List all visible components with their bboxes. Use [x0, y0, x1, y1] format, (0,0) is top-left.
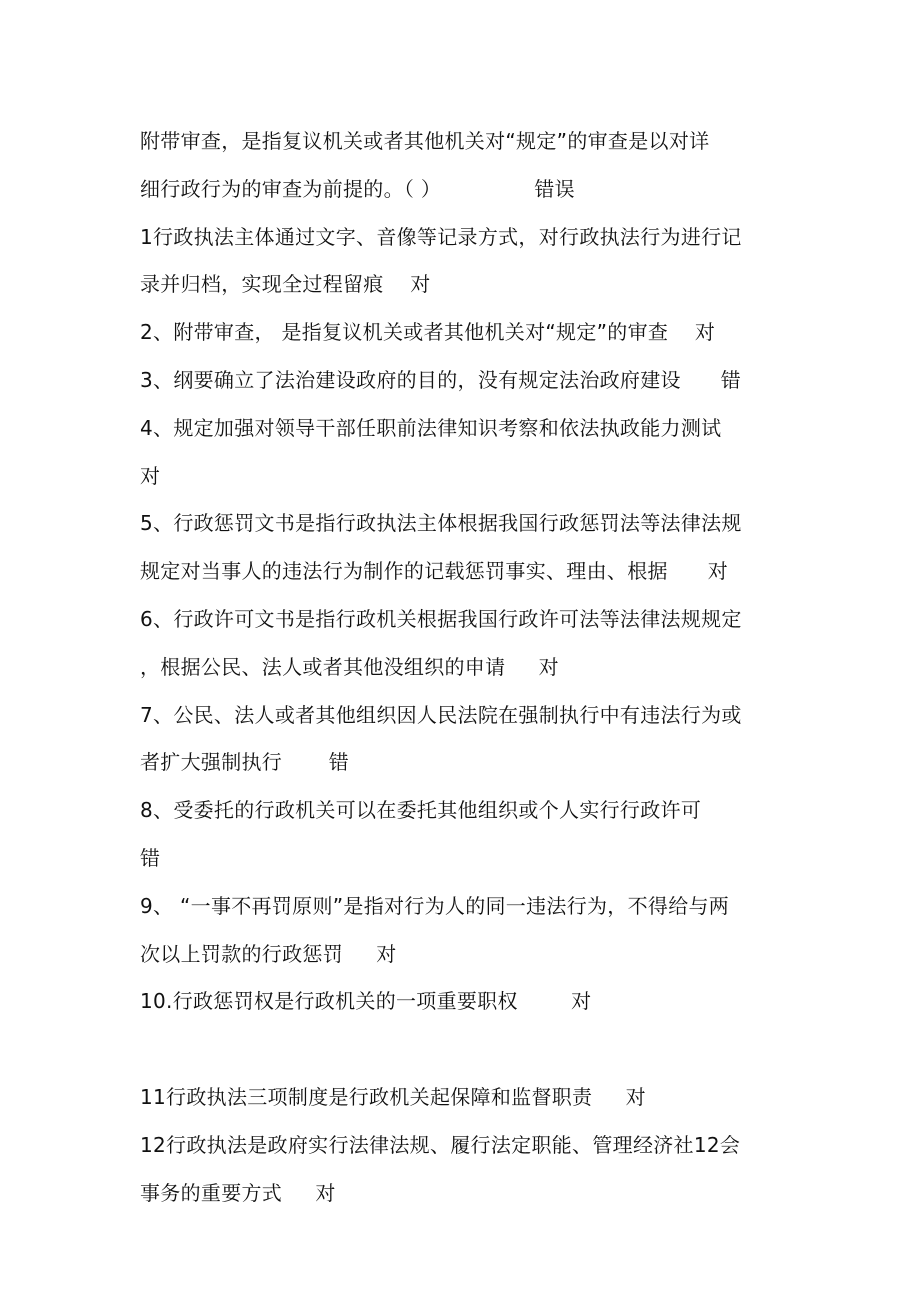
text-line: 1行政执法主体通过文字、音像等记录方式，对行政执法行为进行记 [140, 224, 742, 249]
text-line: 5、行政惩罚文书是指行政执法主体根据我国行政惩罚法等法律法规 [140, 511, 742, 536]
text-line: 规定对当事人的违法行为制作的记载惩罚事实、理由、根据 对 [140, 559, 729, 584]
text-line: ，根据公民、法人或者其他没组织的申请 对 [140, 654, 559, 679]
text-line: 9、 “一事不再罚原则”是指对行为人的同一违法行为，不得给与两 [140, 893, 730, 918]
document-body [140, 118, 790, 1217]
text-line: 4、规定加强对领导干部任职前法律知识考察和依法执政能力测试 [140, 415, 722, 440]
text-line: 7、公民、法人或者其他组织因人民法院在强制执行中有违法行为或 [140, 702, 742, 727]
text-line: 者扩大强制执行 错 [140, 750, 350, 775]
text-line: 事务的重要方式 对 [140, 1180, 336, 1205]
text-line: 12行政执法是政府实行法律法规、履行法定职能、管理经济社12会 [140, 1132, 741, 1157]
text-line: 6、行政许可文书是指行政机关根据我国行政许可法等法律法规规定 [140, 606, 742, 631]
text-line: 附带审查，是指复议机关或者其他机关对“规定”的审查是以对详 [140, 129, 710, 153]
text-line: 录并归档，实现全过程留痕 对 [140, 272, 431, 297]
text-line: 错 [140, 845, 161, 870]
blank-line [140, 1026, 790, 1074]
text-line: 细行政行为的审查为前提的。（ ） 错误 [140, 176, 575, 201]
text-line: 3、纲要确立了法治建设政府的目的，没有规定法治政府建设 错 [140, 367, 742, 392]
text-line: 10.行政惩罚权是行政机关的一项重要职权 对 [140, 989, 592, 1014]
text-line: 对 [140, 463, 161, 488]
text-line: 2、附带审查， 是指复议机关或者其他机关对“规定”的审查 对 [140, 320, 716, 345]
text-line: 11行政执法三项制度是行政机关起保障和监督职责 对 [140, 1084, 646, 1109]
text-line: 8、受委托的行政机关可以在委托其他组织或个人实行行政许可 [140, 798, 702, 823]
text-line: 次以上罚款的行政惩罚 对 [140, 941, 397, 966]
